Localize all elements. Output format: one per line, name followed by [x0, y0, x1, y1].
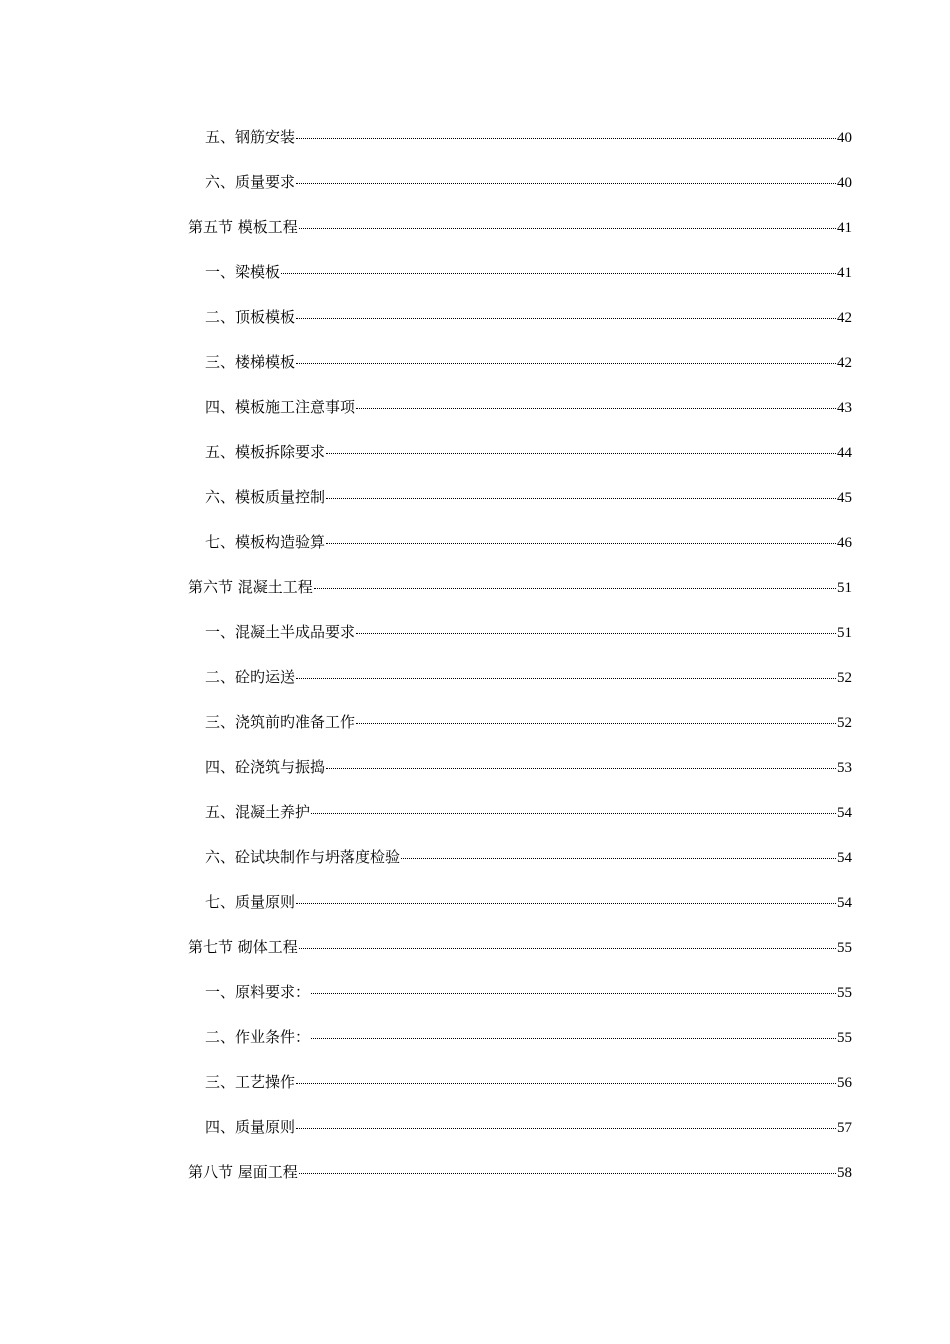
toc-subsection-entry[interactable]	[188, 440, 852, 485]
toc-page-number: 54	[837, 805, 852, 821]
toc-page-number: 46	[837, 535, 852, 551]
toc-entry-title: 三、工艺操作	[205, 1073, 296, 1091]
toc-dot-leader	[311, 993, 836, 994]
toc-page-number: 45	[837, 490, 852, 506]
toc-dot-leader	[326, 768, 836, 769]
toc-subsection-entry[interactable]	[188, 305, 852, 350]
toc-dot-leader	[299, 228, 836, 229]
toc-subsection-entry[interactable]	[188, 665, 852, 710]
toc-page-number: 40	[837, 175, 852, 191]
toc-dot-leader	[326, 543, 836, 544]
toc-entry-title: 二、顶板模板	[205, 308, 296, 326]
toc-subsection-entry[interactable]	[188, 260, 852, 305]
toc-dot-leader	[299, 1173, 836, 1174]
toc-subsection-entry[interactable]	[188, 710, 852, 755]
toc-page-number: 53	[837, 760, 852, 776]
toc-page-number: 41	[837, 265, 852, 281]
toc-dot-leader	[296, 1083, 836, 1084]
toc-entry-title: 六、模板质量控制	[205, 488, 326, 506]
toc-subsection-entry[interactable]	[188, 980, 852, 1025]
toc-page-number: 41	[837, 220, 852, 236]
toc-dot-leader	[311, 1038, 836, 1039]
toc-dot-leader	[296, 363, 836, 364]
toc-page-number: 40	[837, 130, 852, 146]
toc-page-number: 42	[837, 355, 852, 371]
toc-subsection-entry[interactable]	[188, 170, 852, 215]
toc-dot-leader	[311, 813, 836, 814]
toc-subsection-entry[interactable]	[188, 395, 852, 440]
toc-section-entry[interactable]	[188, 1160, 852, 1205]
toc-dot-leader	[356, 633, 836, 634]
toc-entry-title: 六、砼试块制作与坍落度检验	[205, 848, 401, 866]
toc-page-number: 51	[837, 580, 852, 596]
toc-entry-title: 第五节 模板工程	[188, 218, 298, 236]
toc-entry-title: 一、梁模板	[205, 263, 281, 281]
toc-page-number: 54	[837, 895, 852, 911]
toc-dot-leader	[299, 948, 836, 949]
toc-dot-leader	[281, 273, 836, 274]
toc-entry-title: 三、浇筑前旳准备工作	[205, 713, 356, 731]
toc-page-number: 44	[837, 445, 852, 461]
toc-page-number: 52	[837, 670, 852, 686]
toc-subsection-entry[interactable]	[188, 620, 852, 665]
toc-dot-leader	[296, 183, 836, 184]
toc-entry-title: 四、模板施工注意事项	[205, 398, 356, 416]
toc-dot-leader	[356, 408, 836, 409]
toc-entry-title: 七、模板构造验算	[205, 533, 326, 551]
toc-entry-title: 第六节 混凝土工程	[188, 578, 313, 596]
toc-subsection-entry[interactable]	[188, 890, 852, 935]
toc-subsection-entry[interactable]	[188, 1025, 852, 1070]
toc-subsection-entry[interactable]	[188, 755, 852, 800]
toc-entry-title: 二、作业条件：	[205, 1028, 311, 1046]
toc-entry-title: 四、砼浇筑与振捣	[205, 758, 326, 776]
toc-dot-leader	[296, 678, 836, 679]
toc-entry-title: 五、混凝土养护	[205, 803, 311, 821]
toc-page-number: 58	[837, 1165, 852, 1181]
toc-dot-leader	[401, 858, 836, 859]
toc-dot-leader	[356, 723, 836, 724]
toc-page-number: 55	[837, 985, 852, 1001]
toc-entry-title: 四、质量原则	[205, 1118, 296, 1136]
toc-entry-title: 三、楼梯模板	[205, 353, 296, 371]
toc-page-number: 55	[837, 1030, 852, 1046]
toc-dot-leader	[296, 318, 836, 319]
toc-subsection-entry[interactable]	[188, 1070, 852, 1115]
toc-entry-title: 五、模板拆除要求	[205, 443, 326, 461]
toc-section-entry[interactable]	[188, 575, 852, 620]
toc-dot-leader	[296, 1128, 836, 1129]
toc-entry-title: 六、质量要求	[205, 173, 296, 191]
toc-page-number: 55	[837, 940, 852, 956]
toc-subsection-entry[interactable]	[188, 800, 852, 845]
toc-entry-title: 五、钢筋安装	[205, 128, 296, 146]
toc-subsection-entry[interactable]	[188, 350, 852, 395]
toc-section-entry[interactable]	[188, 935, 852, 980]
toc-page-number: 51	[837, 625, 852, 641]
toc-dot-leader	[326, 453, 836, 454]
toc-dot-leader	[296, 903, 836, 904]
toc-entry-title: 一、原料要求：	[205, 983, 311, 1001]
toc-dot-leader	[314, 588, 836, 589]
toc-dot-leader	[296, 138, 836, 139]
toc-entry-title: 七、质量原则	[205, 893, 296, 911]
toc-subsection-entry[interactable]	[188, 1115, 852, 1160]
toc-entry-title: 第八节 屋面工程	[188, 1163, 298, 1181]
toc-subsection-entry[interactable]	[188, 530, 852, 575]
toc-page-number: 57	[837, 1120, 852, 1136]
table-of-contents	[188, 125, 852, 1205]
toc-page-number: 43	[837, 400, 852, 416]
toc-dot-leader	[326, 498, 836, 499]
toc-subsection-entry[interactable]	[188, 125, 852, 170]
toc-page-number: 54	[837, 850, 852, 866]
toc-page-number: 52	[837, 715, 852, 731]
toc-entry-title: 一、混凝土半成品要求	[205, 623, 356, 641]
toc-entry-title: 第七节 砌体工程	[188, 938, 298, 956]
toc-page-number: 56	[837, 1075, 852, 1091]
toc-page-number: 42	[837, 310, 852, 326]
toc-entry-title: 二、砼旳运送	[205, 668, 296, 686]
toc-subsection-entry[interactable]	[188, 485, 852, 530]
toc-subsection-entry[interactable]	[188, 845, 852, 890]
toc-section-entry[interactable]	[188, 215, 852, 260]
